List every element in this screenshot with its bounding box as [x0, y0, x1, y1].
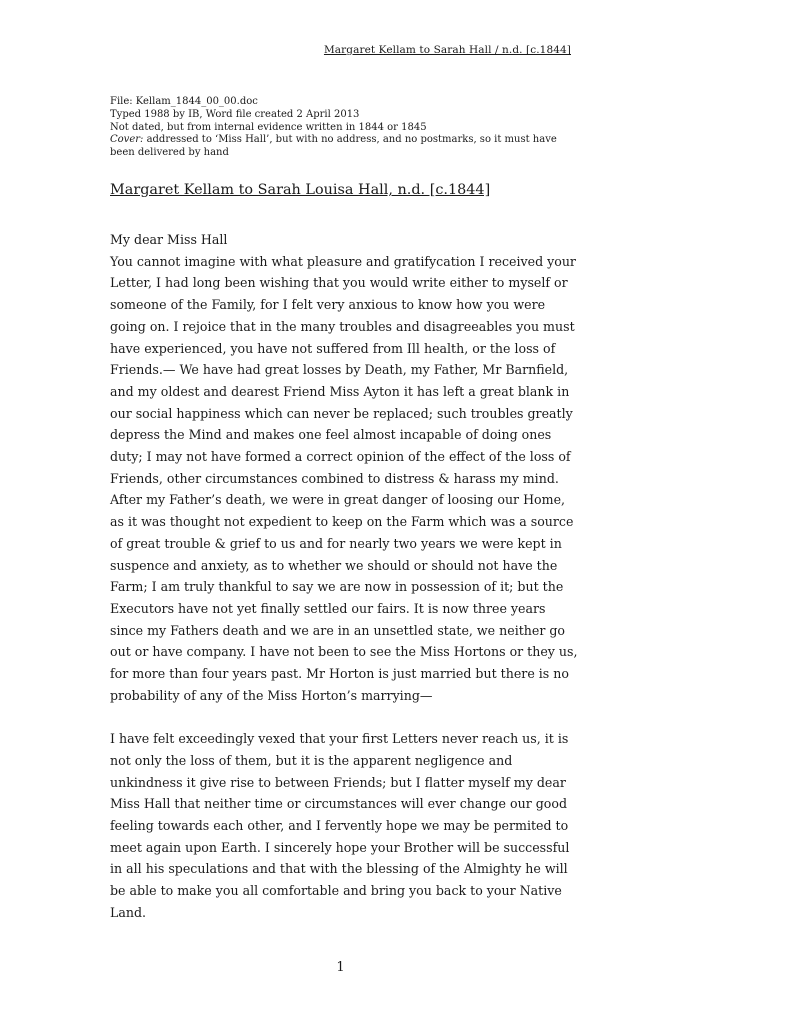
document-title: Margaret Kellam to Sarah Louisa Hall, n.d. [c.1844] [110, 182, 491, 198]
cover-note [110, 134, 580, 160]
file-name-line: File: Kellam_1844_00_00.doc [110, 96, 258, 107]
letter-paragraph-2: I have felt exceedingly vexed that your first Letters never reach us, it is not only the loss of them, but it is the apparent negligence and unkindness it give rise to between Friends; but I flatter myself my dear Miss Hall that neither time or circumstances will ever change our good feeling towards each other, and I fervently hope we may be permited to meet again upon Earth. I sincerely hope your Brother will be successful in all his speculations and that with the blessing of the Almighty he will be able to make you all comfortable and bring you back to your Native Land. [110, 731, 570, 920]
salutation: My dear Miss Hall [110, 232, 228, 247]
cover-text: addressed to ‘Miss Hall’, but with no address, and no postmarks, so it must have been delivered by hand [110, 134, 557, 159]
letter-paragraph-1: You cannot imagine with what pleasure and gratifycation I received your Letter, I had long been wishing that you would write either to myself or someone of the Family, for I felt very anxious to know how you were going on. I rejoice that in the many troubles and disagreeables you must have experienced, you have not suffered from Ill health, or the loss of Friends.— We have had great losses by Death, my Father, Mr Barnfield, and my oldest and dearest Friend Miss Ayton it has left a great blank in our social happiness which can never be replaced; such troubles greatly depress the Mind and makes one feel almost incapable of doing ones duty; I may not have formed a correct opinion of the effect of the loss of Friends, other circumstances combined to distress & harass my mind. After my Father’s death, we were in great danger of loosing our Home, as it was thought not expedient to keep on the Farm which was a source of great trouble & grief to us and for nearly two years we were kept in suspence and anxiety, as to whether we should or should not have the Farm; I am truly thankful to say we are now in possession of it; but the Executors have not yet finally settled our fairs. It is now three years since my Fathers death and we are in an unsettled state, we neither go out or have company. I have not been to see the Miss Hortons or they us, for more than four years past. Mr Horton is just married but there is no probability of any of the Miss Horton’s marrying— [110, 253, 578, 703]
letter-body [110, 229, 582, 923]
page-number: 1 [336, 960, 345, 975]
running-header: Margaret Kellam to Sarah Hall / n.d. [c.1844] [323, 44, 571, 56]
typed-line: Typed 1988 by IB, Word file created 2 April 2013 [110, 108, 360, 120]
file-metadata [110, 96, 580, 160]
cover-label: Cover: [110, 134, 144, 146]
date-note-line: Not dated, but from internal evidence written in 1844 or 1845 [110, 121, 427, 133]
